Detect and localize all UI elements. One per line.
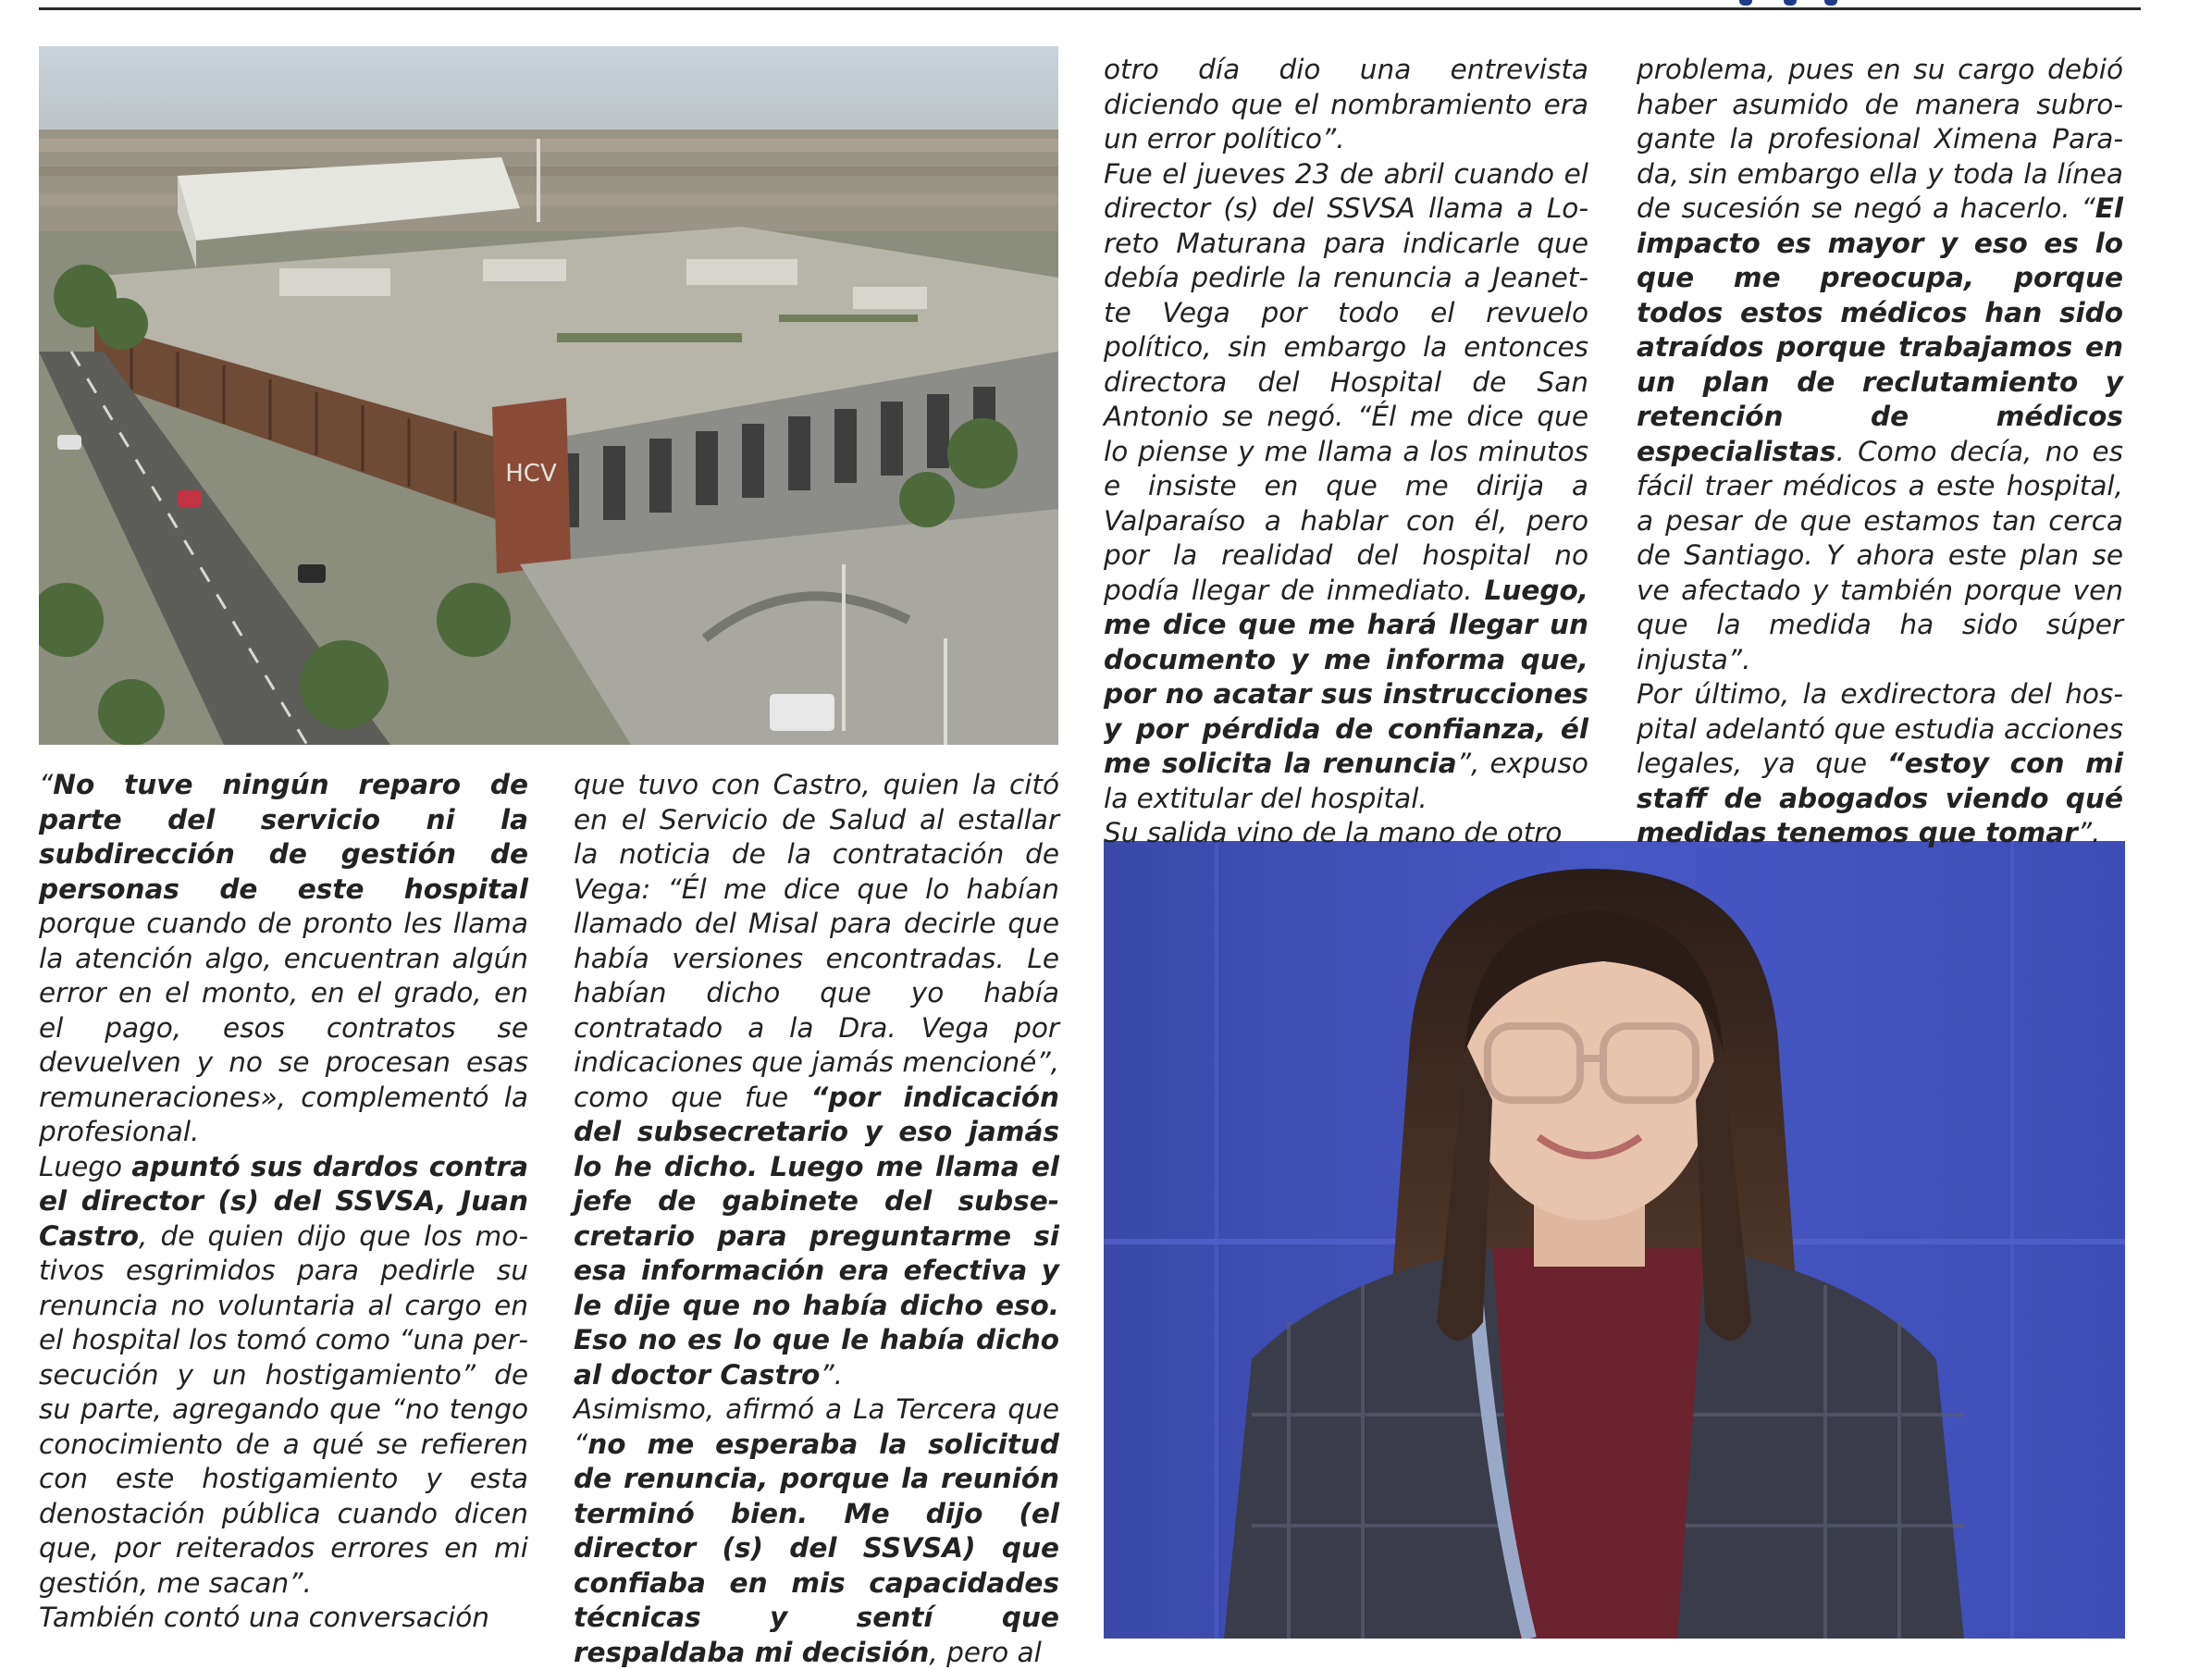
text-run: Asimismo, afirmó a La Tercera que “ — [574, 1393, 1059, 1460]
bold-quote: “estoy con mi staff de abogados viendo qué medidas tenemos que tomar — [1637, 748, 2124, 848]
paragraph — [1104, 157, 1588, 817]
text-run: También contó una conversación — [39, 1602, 489, 1633]
text-run: que tuvo con Castro, quien la citó en el Servicio de Salud al estallar la noticia de la contratación de Vega: “Él me dice que lo habían llamado del Misal para decirle que había versiones encontradas. Le habían dicho que yo había contratado a la Dra. Vega por indicaciones que jamás mencioné”, como que fue — [574, 769, 1059, 1113]
page-corner-mark — [1739, 0, 1841, 6]
article-column-3 — [1104, 53, 1588, 851]
text-run: ”. — [2077, 817, 2101, 848]
article-column-4 — [1637, 53, 2123, 851]
bold-quote: “por indicación del subsecretario y eso jamás lo he dicho. Luego me llama el jefe de gabinete del subsecretario para preguntarme si esa información era efectiva y le dije que no había dicho eso. Eso no es lo que le había dicho al doctor Castro — [574, 1081, 1059, 1391]
paragraph — [1637, 53, 2123, 677]
paragraph — [574, 768, 1059, 1392]
text-run: Por último, la exdirectora del hospital adelantó que estudia acciones legales, ya que — [1637, 678, 2123, 779]
article-column-2 — [574, 768, 1059, 1670]
paragraph — [39, 768, 528, 1150]
bold-quote: apuntó sus dardos contra el director (s) del SSVSA, Juan Castro — [39, 1150, 529, 1252]
paragraph — [1104, 53, 1588, 157]
portrait-photo — [1104, 841, 2125, 1639]
paragraph — [39, 1150, 528, 1602]
text-run: , de quien dijo que los motivos esgrimidos para pedirle su renuncia no voluntaria al cargo en el hospital los tomó como “una persecución y un hostigamiento” de su parte, agregando que “no tengo conocimiento de a qué se refieren con este hostigamiento y esta denostación pública cuando dicen que, por reiterados errores en mi gestión, me sacan”. — [39, 1219, 528, 1599]
text-run: Fue el jueves 23 de abril cuando el director (s) del SSVSA llama a Loreto Maturana para indicarle que debía pedirle la renuncia a Jeanette Vega por todo el revuelo político, sin embargo la entonces directora del Hospital de San Antonio se negó. “Él me dice que lo piense y me llama a los minutos e insiste en que me dirija a Valparaíso a hablar con él, pero por la realidad del hospital no podía llegar de inmediato. — [1104, 157, 1588, 606]
paragraph — [1637, 677, 2123, 851]
paragraph — [39, 1601, 528, 1636]
paragraph — [1104, 816, 1588, 851]
hospital-aerial-photo — [39, 46, 1058, 745]
text-run: ”, expuso la extitular del hospital. — [1104, 748, 1588, 814]
bold-quote: no me esperaba la solicitud de renuncia, porque la reunión terminó bien. Me dijo (el director (s) del SSVSA) que confiaba en mis capacidades técnicas y sentí que respaldaba mi decisión — [574, 1428, 1059, 1668]
article-column-1 — [39, 768, 528, 1636]
text-run: , pero al — [929, 1636, 1042, 1668]
text-run: ”. — [820, 1358, 844, 1391]
text-run: problema, pues en su cargo debió haber asumido de manera subrogante la profesional Ximena Parada, sin embargo ella y toda la línea de sucesión se negó a hacerlo. “ — [1637, 54, 2123, 224]
text-run: otro día dio una entrevista diciendo que el nombramiento era un error político”. — [1104, 54, 1588, 155]
bold-quote: Luego, me dice que me hará llegar un documento y me informa que, por no acatar sus instrucciones y por pérdida de confianza, él me solicita la renuncia — [1104, 574, 1588, 779]
bold-quote: El impacto es mayor y eso es lo que me preocupa, porque todos estos médicos han sido atraídos porque trabajamos en un plan de reclutamiento y retención de médicos especialistas — [1637, 192, 2123, 467]
paragraph — [574, 1392, 1059, 1670]
building-sign: HCV — [505, 460, 557, 488]
text-run: “ — [39, 769, 54, 800]
text-run: porque cuando de pronto les llama la atención algo, encuentran algún error en el monto, en el grado, en el pago, esos contratos se devuelven y no se procesan esas remuneraciones», complementó la profesional. — [39, 908, 528, 1147]
text-run: . Como decía, no es fácil traer médicos a este hospital, a pesar de que estamos tan cerca de Santiago. Y ahora este plan se ve afectado y también porque ven que la medida ha sido súper injusta”. — [1637, 435, 2123, 675]
bold-quote: No tuve ningún reparo de parte del servicio ni la subdirección de gestión de personas de este hospital — [39, 769, 528, 905]
top-rule — [39, 7, 2141, 10]
text-run: Luego — [39, 1150, 132, 1182]
text-run: Su salida vino de la mano de otro — [1104, 817, 1563, 848]
